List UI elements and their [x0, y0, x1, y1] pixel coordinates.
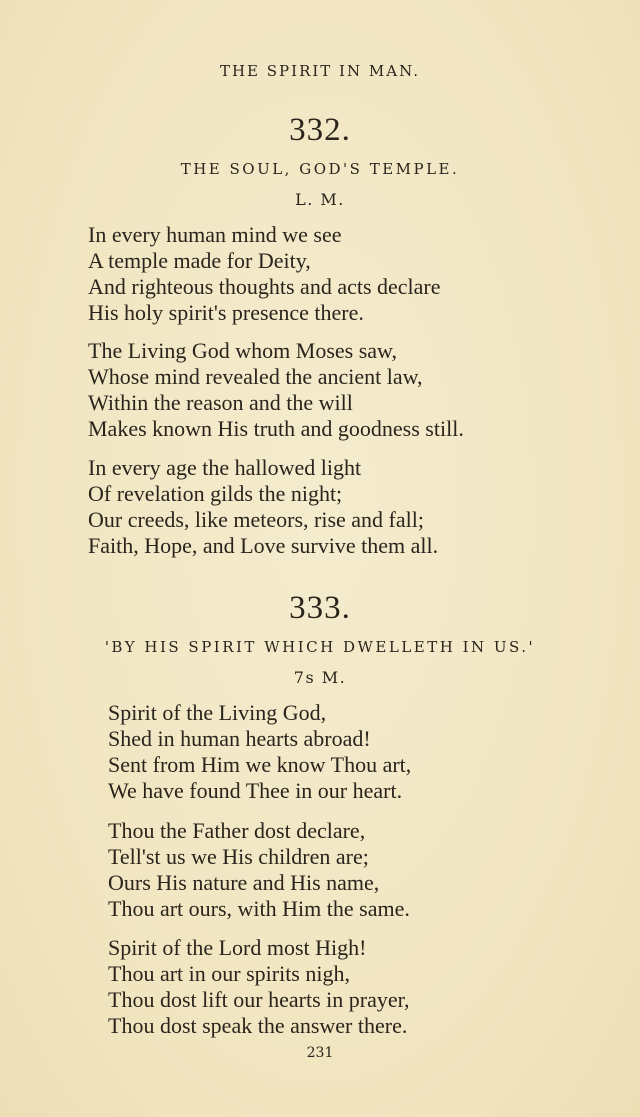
verse-line: Spirit of the Lord most High!: [108, 935, 367, 960]
page-number: 231: [306, 1045, 334, 1061]
verse-line: The Living God whom Moses saw,: [88, 338, 397, 363]
stanza: [108, 700, 411, 804]
verse-line: Thou art ours, with Him the same.: [108, 896, 410, 921]
verse-line: Thou the Father dost declare,: [108, 818, 366, 843]
verse-line: And righteous thoughts and acts declare: [88, 274, 441, 299]
hymn-number: 332.: [289, 112, 351, 148]
verse-line: Thou dost speak the answer there.: [108, 1013, 408, 1038]
stanza: [88, 455, 438, 559]
stanza: [108, 935, 410, 1039]
stanza: [88, 222, 441, 326]
verse-line: In every human mind we see: [88, 222, 342, 247]
verse-line: Our creeds, like meteors, rise and fall;: [88, 507, 424, 532]
verse-line: Ours His nature and His name,: [108, 870, 380, 895]
stanza: [88, 338, 464, 442]
verse-line: Within the reason and the will: [88, 390, 353, 415]
hymn-title: 'BY HIS SPIRIT WHICH DWELLETH IN US.': [104, 638, 536, 656]
verse-line: Of revelation gilds the night;: [88, 481, 343, 506]
verse-line: Shed in human hearts abroad!: [108, 726, 371, 751]
verse-line: In every age the hallowed light: [88, 455, 362, 480]
verse-line: Thou art in our spirits nigh,: [108, 961, 350, 986]
verse-line: We have found Thee in our heart.: [108, 778, 403, 803]
verse-line: A temple made for Deity,: [88, 248, 311, 273]
hymn-meter: 7s M.: [293, 668, 347, 687]
hymn-title: THE SOUL, GOD'S TEMPLE.: [180, 160, 460, 178]
verse-line: Spirit of the Living God,: [108, 700, 327, 725]
hymn-number: 333.: [289, 590, 351, 626]
stanza: [108, 818, 410, 922]
verse-line: His holy spirit's presence there.: [88, 300, 364, 325]
verse-line: Faith, Hope, and Love survive them all.: [88, 533, 439, 558]
verse-line: Thou dost lift our hearts in prayer,: [108, 987, 410, 1012]
verse-line: Tell'st us we His children are;: [108, 844, 369, 869]
running-head: THE SPIRIT IN MAN.: [219, 62, 421, 80]
hymn-meter: L. M.: [295, 190, 345, 209]
verse-line: Makes known His truth and goodness still.: [88, 416, 464, 441]
verse-line: Whose mind revealed the ancient law,: [88, 364, 423, 389]
verse-line: Sent from Him we know Thou art,: [108, 752, 412, 777]
